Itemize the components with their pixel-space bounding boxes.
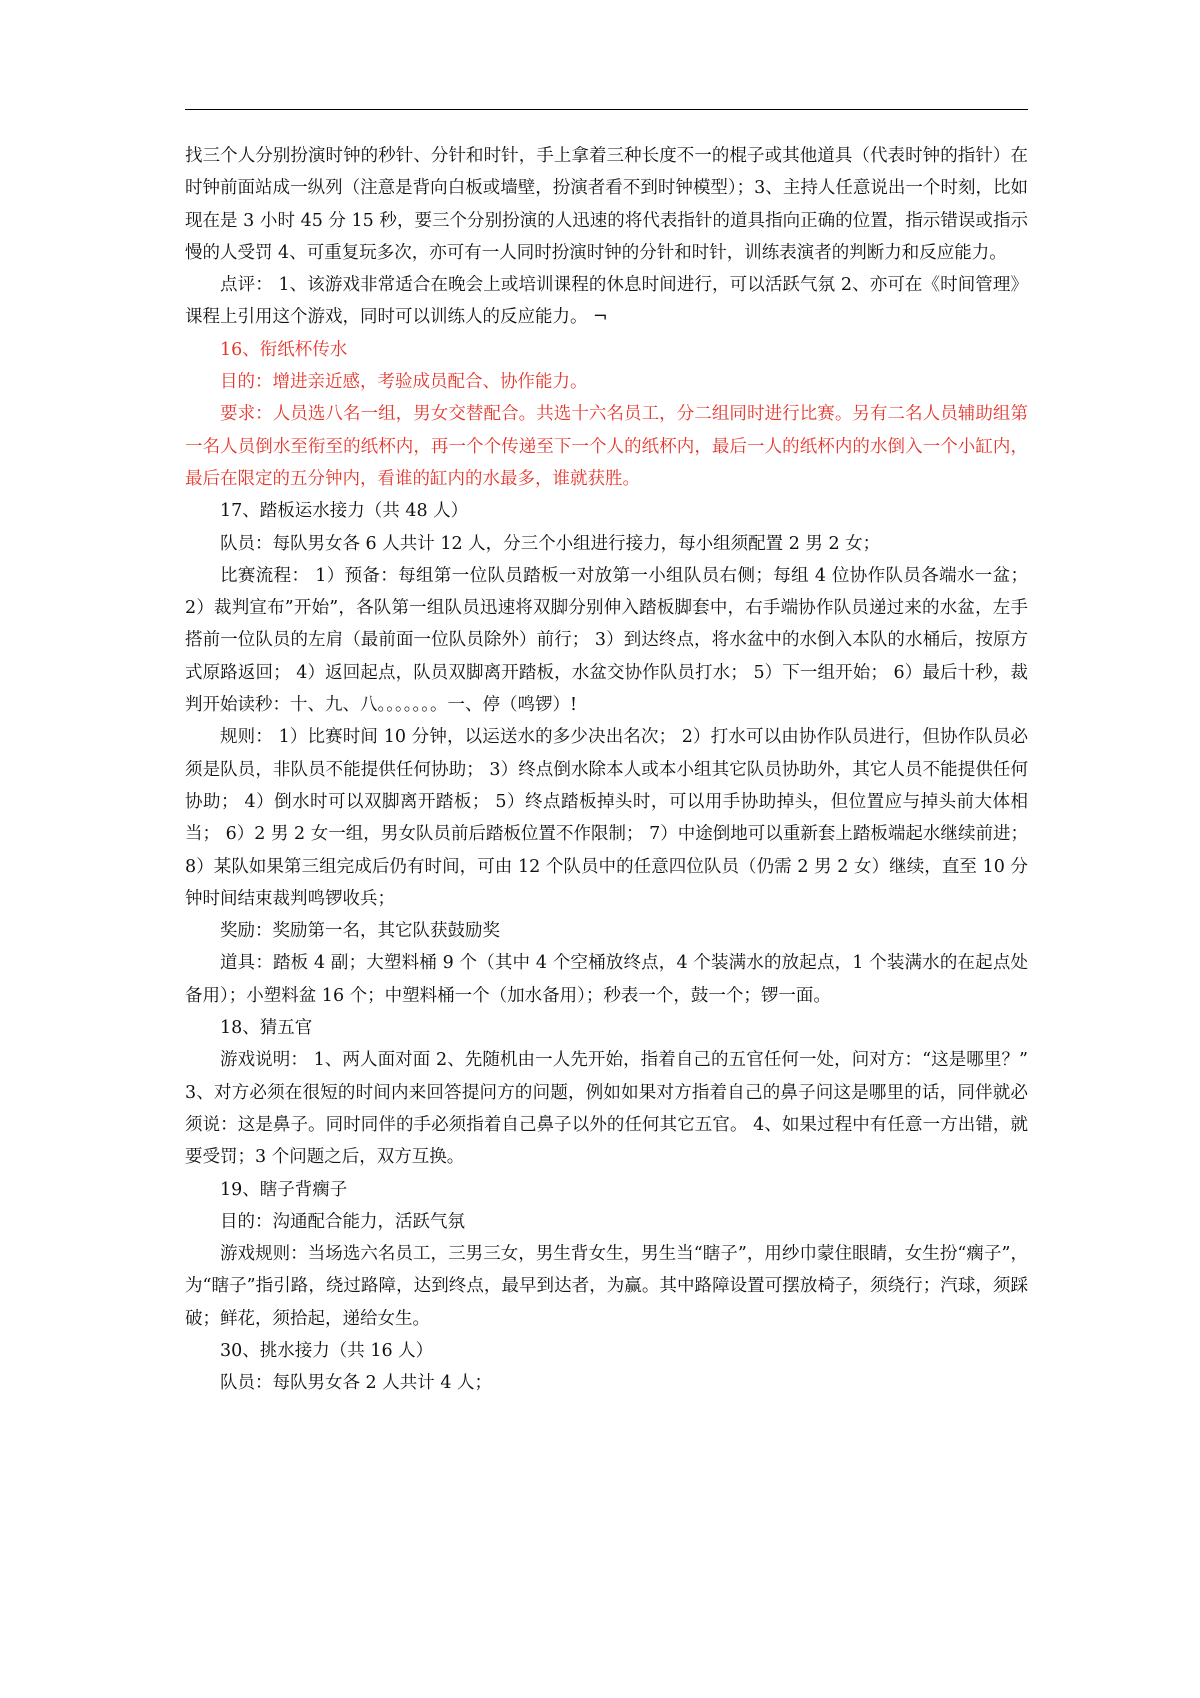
- paragraph-game-17-rules: 规则： 1）比赛时间 10 分钟，以运送水的多少决出名次； 2）打水可以由协作队员进行，但协作队员必须是队员，非队员不能提供任何协助； 3）终点倒水除本人或本小组其它队员协助外，其它人员不能提供任何协助； 4）倒水时可以双脚离开踏板； 5）终点踏板掉头时，可以用手协助掉头，但位置应与掉头前大体相当； 6）2 男 2 女一组，男女队员前后踏板位置不作限制； 7）中途倒地可以重新套上踏板端起水继续前进； 8）某队如果第三组完成后仍有时间，可由 12 个队员中的任意四位队员（仍需 2 男 2 女）继续，直至 10 分钟时间结束裁判鸣锣收兵；: [185, 727, 1028, 909]
- heading-game-17: 17、踏板运水接力（共 48 人）: [220, 501, 469, 522]
- heading-game-19: 19、瞎子背瘸子: [220, 1179, 348, 1200]
- document-body: [185, 140, 1028, 1400]
- heading-game-16: 16、衔纸杯传水: [220, 339, 348, 360]
- heading-game-30: 30、挑水接力（共 16 人）: [220, 1340, 434, 1361]
- paragraph-game-19-rules: 游戏规则：当场选六名员工，三男三女，男生背女生，男生当“瞎子”，用纱巾蒙住眼睛，女生扮“瘸子”，为“瞎子”指引路，绕过路障，达到终点，最早到达者，为赢。其中路障设置可摆放椅子，须绕行；汽球，须踩破；鲜花，须拾起，递给女生。: [185, 1244, 1028, 1329]
- paragraph-game-16-purpose: 目的：增进亲近感，考验成员配合、协作能力。: [220, 372, 588, 393]
- paragraph-clock-game-review: 点评： 1、该游戏非常适合在晚会上或培训课程的休息时间进行，可以活跃气氛 2、亦可在《时间管理》课程上引用这个游戏，同时可以训练人的反应能力。 ¬: [185, 275, 1028, 328]
- paragraph-game-18-instructions: 游戏说明： 1、两人面对面 2、先随机由一人先开始，指着自己的五官任何一处，问对方：“这是哪里？” 3、对方必须在很短的时间内来回答提问方的问题，例如如果对方指着自己的鼻子问这是哪里的话，同伴就必须说：这是鼻子。同时同伴的手必须指着自己鼻子以外的任何其它五官。 4、如果过程中有任意一方出错，就要受罚；3 个问题之后，双方互换。: [185, 1050, 1028, 1168]
- heading-game-18: 18、猜五官: [220, 1018, 313, 1039]
- paragraph-game-17-members: 队员：每队男女各 6 人共计 12 人，分三个小组进行接力，每小组须配置 2 男 2 女；: [220, 533, 881, 554]
- paragraph-game-17-process: 比赛流程： 1）预备：每组第一位队员踏板一对放第一小组队员右侧；每组 4 位协作队员各端水一盆； 2）裁判宣布”开始”，各队第一组队员迅速将双脚分别伸入踏板脚套中，右手端协作队员递过来的水盆，左手搭前一位队员的左肩（最前面一位队员除外）前行； 3）到达终点，将水盆中的水倒入本队的水桶后，按原方式原路返回； 4）返回起点，队员双脚离开踏板，水盆交协作队员打水； 5）下一组开始； 6）最后十秒，裁判开始读秒：十、九、八。。。。。。。一、停（鸣锣）!: [185, 565, 1028, 716]
- paragraph-game-19-purpose: 目的：沟通配合能力，活跃气氛: [220, 1211, 465, 1232]
- header-rule: [185, 109, 1028, 110]
- paragraph-game-30-members: 队员：每队男女各 2 人共计 4 人；: [220, 1373, 493, 1394]
- paragraph-game-17-rewards: 奖励：奖励第一名，其它队获鼓励奖: [220, 921, 500, 942]
- paragraph-game-17-props: 道具：踏板 4 副；大塑料桶 9 个（其中 4 个空桶放终点，4 个装满水的放起点，1 个装满水的在起点处备用）；小塑料盆 16 个；中塑料桶一个（加水备用）；秒表一个，鼓一个；锣一面。: [185, 953, 1028, 1006]
- paragraph-game-16-requirements: 要求：人员选八名一组，男女交替配合。共选十六名员工，分二组同时进行比赛。另有二名人员辅助组第一名人员倒水至衔至的纸杯内，再一个个传递至下一个人的纸杯内，最后一人的纸杯内的水倒入一个小缸内，最后在限定的五分钟内，看谁的缸内的水最多，谁就获胜。: [185, 404, 1028, 489]
- paragraph-clock-game-description: 找三个人分别扮演时钟的秒针、分针和时针，手上拿着三种长度不一的棍子或其他道具（代表时钟的指针）在时钟前面站成一纵列（注意是背向白板或墙壁，扮演者看不到时钟模型）；3、主持人任意说出一个时刻，比如现在是 3 小时 45 分 15 秒，要三个分别扮演的人迅速的将代表指针的道具指向正确的位置，指示错误或指示慢的人受罚 4、可重复玩多次，亦可有一人同时扮演时钟的分针和时针，训练表演者的判断力和反应能力。: [185, 146, 1028, 263]
